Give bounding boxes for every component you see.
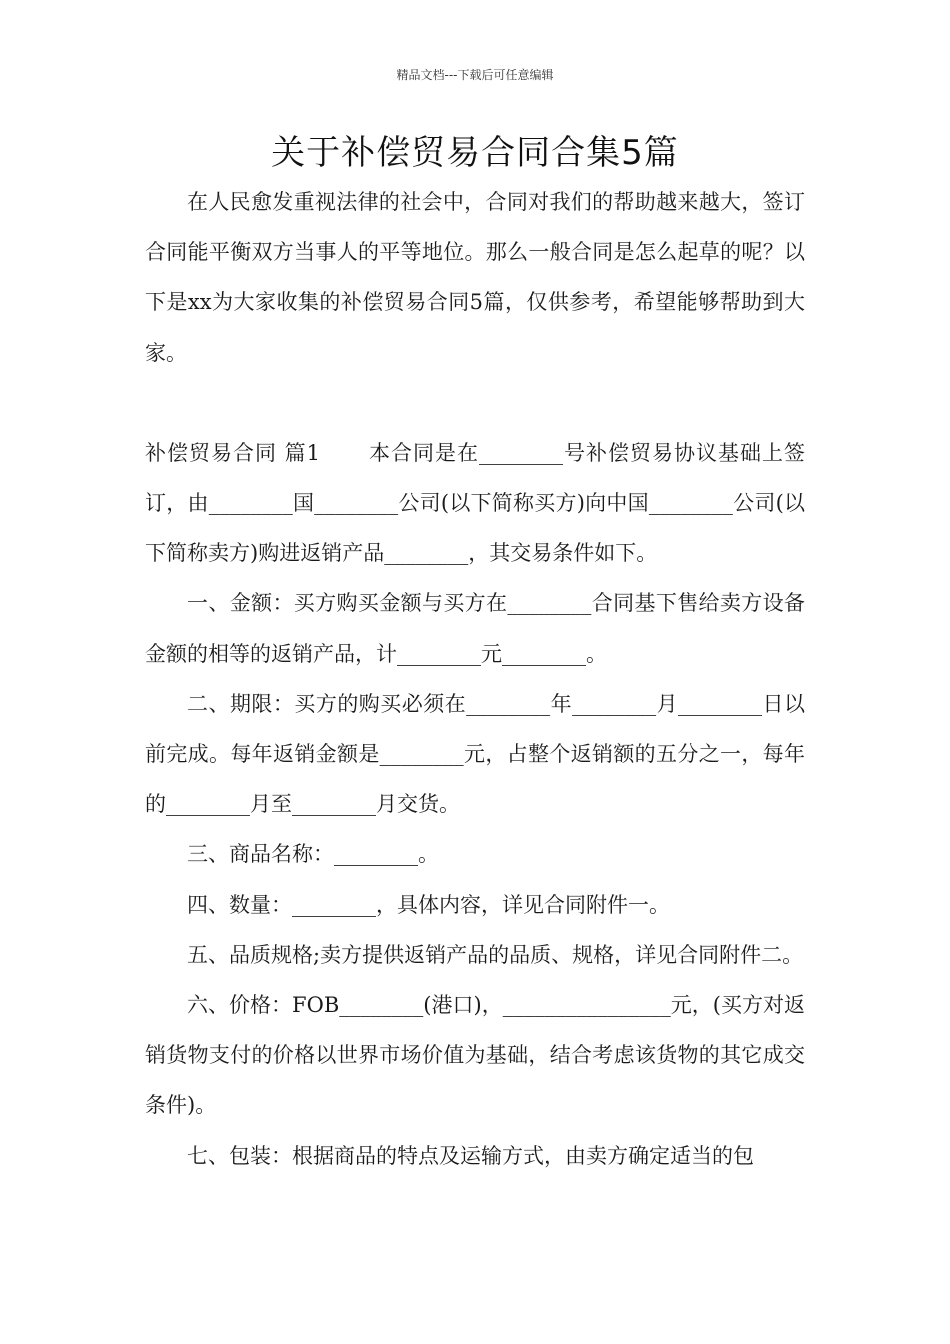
clause-amount: 一、金额：买方购买金额与买方在________合同基下售给卖方设备金额的相等的返销产品，计________元________。 (145, 591, 805, 666)
intro-paragraph: 在人民愈发重视法律的社会中，合同对我们的帮助越来越大，签订合同能平衡双方当事人的平等地位。那么一般合同是怎么起草的呢？以下是xx为大家收集的补偿贸易合同5篇，仅供参考，希望能够帮助到大家。 (145, 190, 805, 365)
document-body (145, 177, 805, 1181)
page-header: 精品文档---下载后可任意编辑 (396, 68, 554, 82)
clause-product-name: 三、商品名称：________。 (187, 842, 439, 867)
section-1-heading: 补偿贸易合同 篇1 (145, 440, 321, 465)
clause-term: 二、期限：买方的购买必须在________年________月________日以前完成。每年返销金额是________元，占整个返销额的五分之一，每年的________月至________月交货。 (145, 691, 805, 817)
clause-quality-spec: 五、品质规格;卖方提供返销产品的品质、规格，详见合同附件二。 (187, 942, 804, 967)
clause-quantity: 四、数量：________，具体内容，详见合同附件一。 (187, 892, 670, 917)
clause-packaging: 七、包装：根据商品的特点及运输方式，由卖方确定适当的包 (187, 1143, 754, 1168)
section-1-opening: 本合同是在________号补偿贸易协议基础上签订，由________国________公司(以下简称买方)向中国________公司(以下简称卖方)购进返销产品________，其交易条件如下。 (145, 440, 805, 566)
section-1-paragraph (145, 428, 805, 579)
clause-price: 六、价格：FOB________(港口)，________________元，(买方对返销货物支付的价格以世界市场价值为基础，结合考虑该货物的其它成交条件)。 (145, 993, 805, 1118)
document-title: 关于补偿贸易合同合集5篇 (271, 133, 679, 173)
